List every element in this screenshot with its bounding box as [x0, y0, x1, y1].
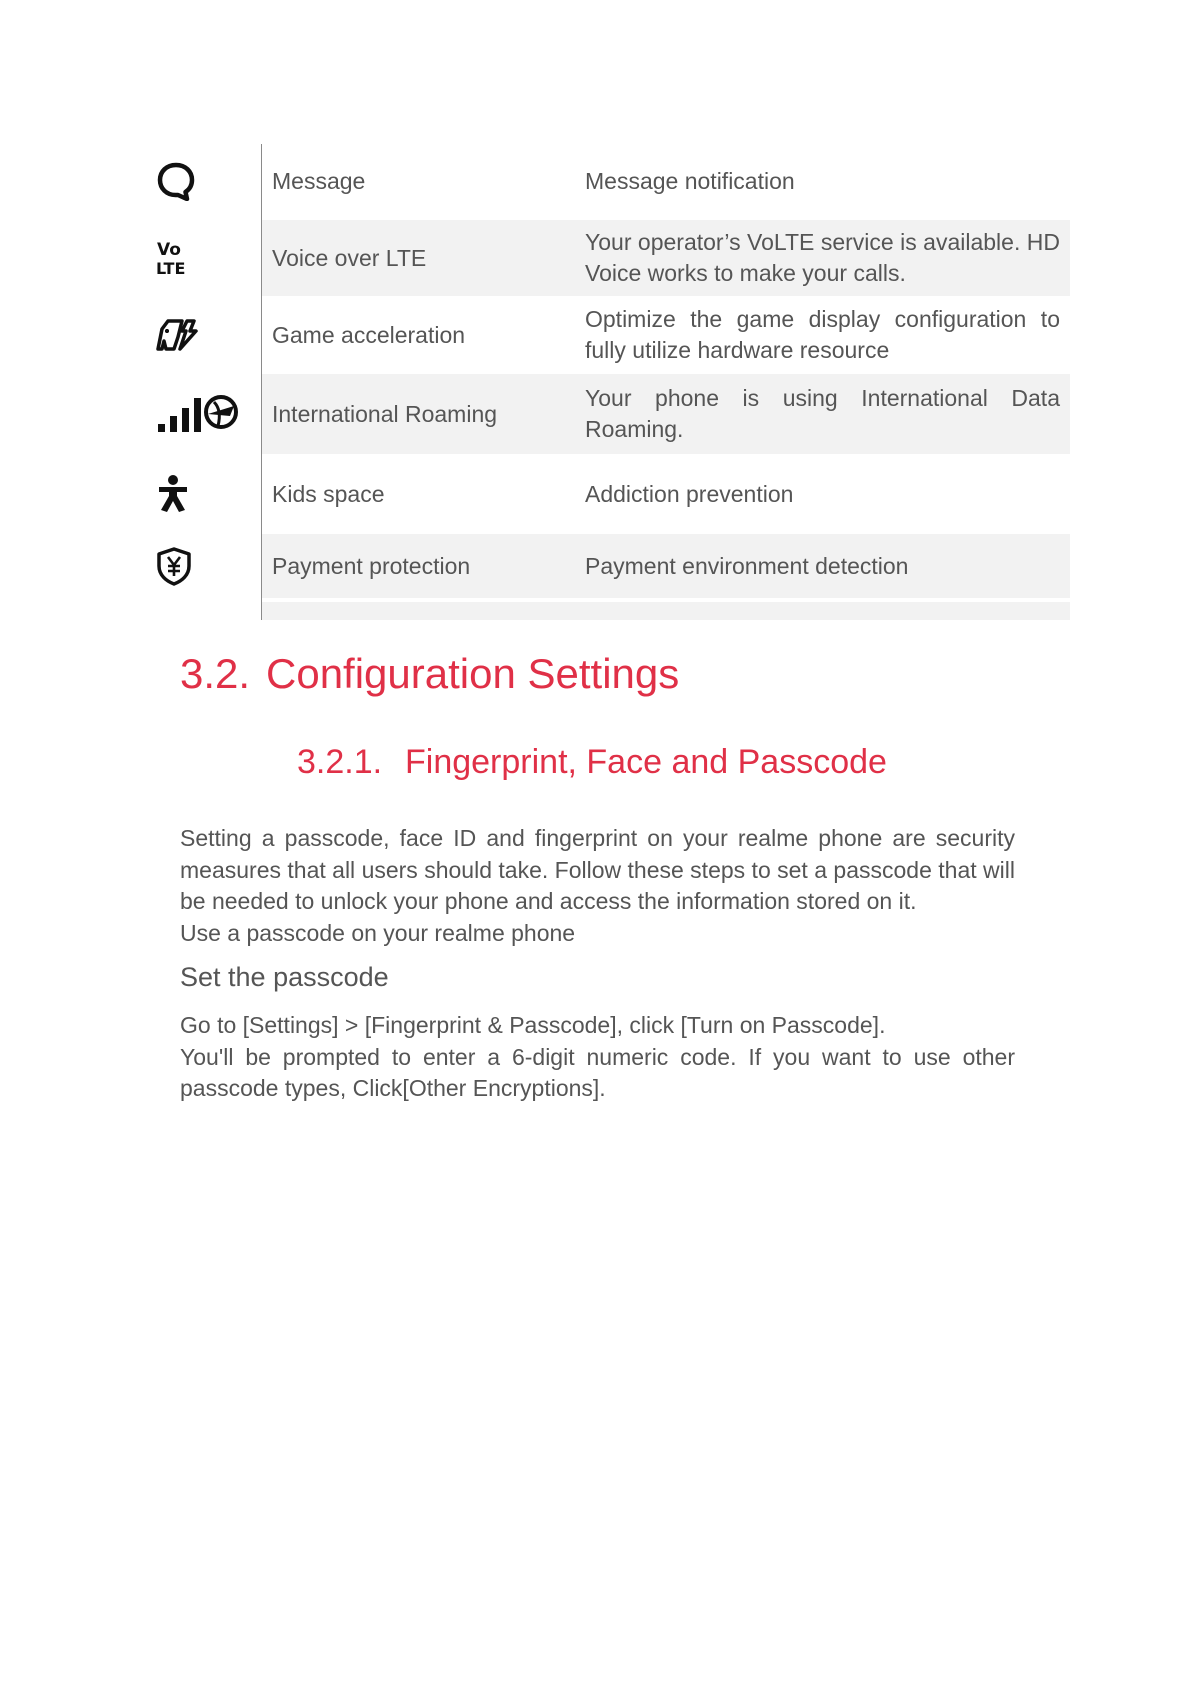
row-name: International Roaming [272, 400, 498, 427]
subsection-title: Fingerprint, Face and Passcode [405, 743, 887, 781]
intro-paragraph [180, 823, 1015, 949]
row-description: Your phone is using International Data Roaming. [585, 385, 1060, 442]
table-row [150, 454, 1070, 534]
section-title: Configuration Settings [266, 650, 680, 697]
svg-text:Vo: Vo [157, 240, 181, 260]
game-acceleration-icon [156, 296, 256, 374]
steps-paragraph [180, 1010, 1015, 1105]
intro-text: Setting a passcode, face ID and fingerprint on your realme phone are security measures that all users should take. Follow these steps to set a passcode that will be needed to unlock your phone and access the information stored on it. [180, 825, 1015, 914]
subsection-heading [297, 743, 887, 782]
step-line: Go to [Settings] > [Fingerprint & Passcode], click [Turn on Passcode]. [180, 1012, 886, 1038]
row-name: Game acceleration [272, 321, 466, 348]
row-name: Voice over LTE [272, 244, 427, 271]
intro-last-line: Use a passcode on your realme phone [180, 919, 576, 946]
table-row-spacer [150, 602, 1070, 620]
volte-icon [156, 220, 256, 296]
row-description: Addiction prevention [585, 480, 794, 507]
row-description: Payment environment detection [585, 552, 909, 579]
row-description: Optimize the game display configuration to fully utilize hardware resource [585, 306, 1060, 363]
table-row [150, 220, 1070, 296]
section-number: 3.2. [180, 650, 251, 697]
subheading-set-passcode: Set the passcode [180, 962, 389, 992]
table-row [150, 296, 1070, 374]
table-row [150, 534, 1070, 598]
svg-text:LTE: LTE [156, 259, 186, 278]
subsection-number: 3.2.1. [297, 743, 383, 781]
section-heading [180, 650, 679, 698]
kids-space-icon [156, 454, 256, 534]
row-description: Message notification [585, 167, 795, 194]
row-name: Kids space [272, 480, 385, 507]
row-description: Your operator’s VoLTE service is available. HD Voice works to make your calls. [585, 229, 1060, 286]
step-detail: You'll be prompted to enter a 6-digit numeric code. If you want to use other passcode types, Click[Other Encryptions]. [180, 1043, 1015, 1101]
row-name: Payment protection [272, 552, 471, 579]
message-bubble-icon [156, 144, 256, 218]
payment-protection-icon [156, 534, 256, 598]
table-row [150, 144, 1070, 218]
international-roaming-icon [156, 374, 256, 454]
table-row [150, 374, 1070, 454]
row-name: Message [272, 167, 366, 194]
